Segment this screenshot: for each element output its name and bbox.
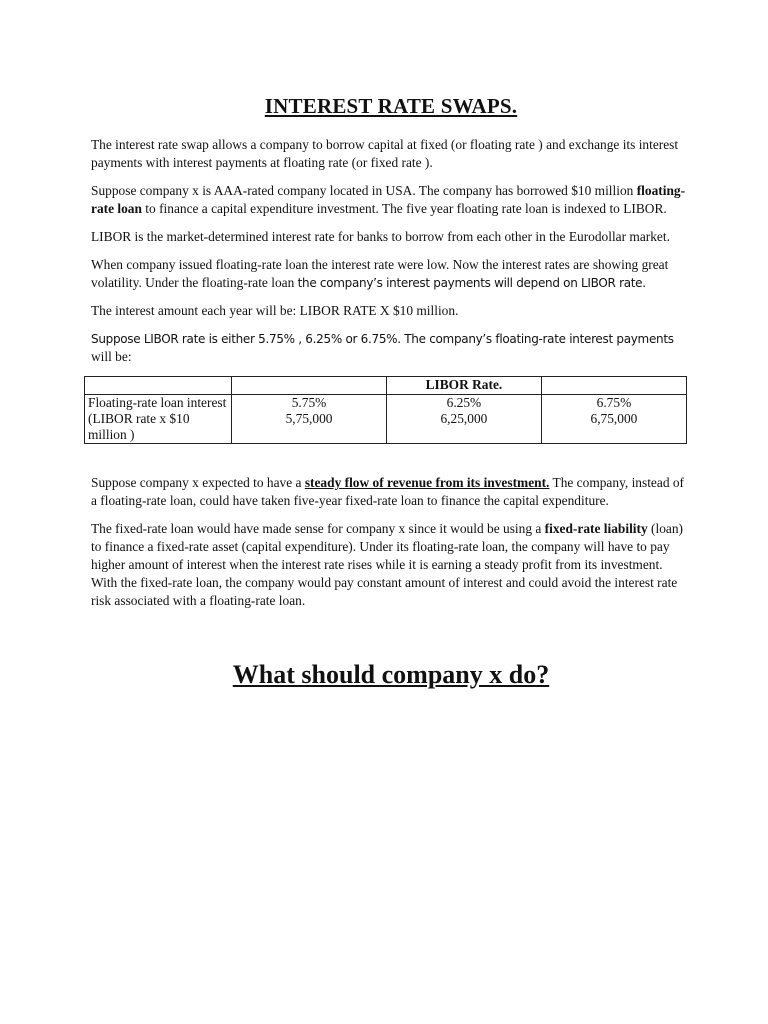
libor-scenarios-text: Suppose LIBOR rate is either 5.75% , 6.25% or 6.75%. The company’s floating-rate interest payments [91, 332, 674, 346]
libor-definition-paragraph: LIBOR is the market-determined interest rate for banks to borrow from each other in the Eurodollar market. [91, 229, 670, 244]
fixed-rate-paragraph [91, 520, 691, 610]
table-empty-cell [85, 377, 232, 395]
libor-scenarios-paragraph [91, 330, 691, 366]
closing-question: What should company x do? [232, 660, 550, 689]
table-row [85, 395, 687, 444]
rate-cell-2 [386, 395, 541, 444]
interest-amount-paragraph: The interest amount each year will be: LIBOR RATE X $10 million. [91, 303, 459, 318]
steady-revenue-term: steady flow of revenue from its investment. [304, 475, 550, 490]
company-paragraph [91, 182, 691, 218]
fixed-rate-liability-term: fixed-rate liability [544, 521, 648, 536]
rate-cell-3 [541, 395, 686, 444]
company-text-pre: Suppose company x is AAA-rated company located in USA. The company has borrowed $10 million [91, 183, 637, 198]
interest-value: 6,25,000 [440, 411, 488, 426]
volatility-text-2: great volatility. Under the floating-rate loan [91, 257, 669, 290]
steady-revenue-paragraph [91, 474, 691, 510]
rate-label: 6.75% [596, 395, 632, 410]
libor-rate-header: LIBOR Rate. [386, 377, 541, 395]
company-text-post: to finance a capital expenditure investment. The five year floating rate loan is indexed to LIBOR. [141, 201, 667, 216]
table-empty-cell [541, 377, 686, 395]
document-title: INTEREST RATE SWAPS. [264, 94, 518, 118]
rate-label: 6.25% [446, 395, 482, 410]
fixed-rate-text-pre: The fixed-rate loan would have made sense for company x since it would be using a [91, 521, 545, 536]
volatility-paragraph [91, 256, 691, 292]
spacer [91, 444, 691, 474]
table-empty-cell [232, 377, 387, 395]
libor-rate-table [84, 376, 687, 444]
rate-label: 5.75% [291, 395, 327, 410]
table-header-row [85, 377, 687, 395]
fixed-rate-text-post: (loan) to finance a fixed-rate asset (capital expenditure). Under its floating-rate loan, the company will have to pay higher amount of interest when the interest rate rises while it is earning a steady profit from its investment. With the fixed-rate loan, the company would pay constant amount of interest and could avoid the interest rate risk associated with a floating-rate loan. [91, 521, 683, 608]
interest-value: 6,75,000 [590, 411, 638, 426]
interest-value: 5,75,000 [285, 411, 333, 426]
steady-revenue-text-post: The company, instead of a floating-rate loan, could have taken five-year fixed-rate loan to finance the capital expenditure. [91, 475, 685, 508]
volatility-text-3: the company’s interest payments will depend on LIBOR rate. [297, 276, 646, 290]
rate-cell-1 [232, 395, 387, 444]
steady-revenue-text-pre: Suppose company x expected to have a [91, 475, 305, 490]
intro-paragraph: The interest rate swap allows a company to borrow capital at fixed (or floating rate ) and exchange its interest payments with interest payments at floating rate (or fixed rate ). [91, 137, 679, 170]
floating-rate-loan-term: floating-rate loan [91, 183, 686, 216]
document-page [88, 94, 691, 690]
row-label-cell: Floating-rate loan interest (LIBOR rate x $10 million ) [85, 395, 232, 444]
volatility-text-1: When company issued floating-rate loan the interest rate were low. Now the interest rates are showing [91, 257, 642, 272]
libor-scenarios-text-end: will be: [91, 349, 132, 364]
